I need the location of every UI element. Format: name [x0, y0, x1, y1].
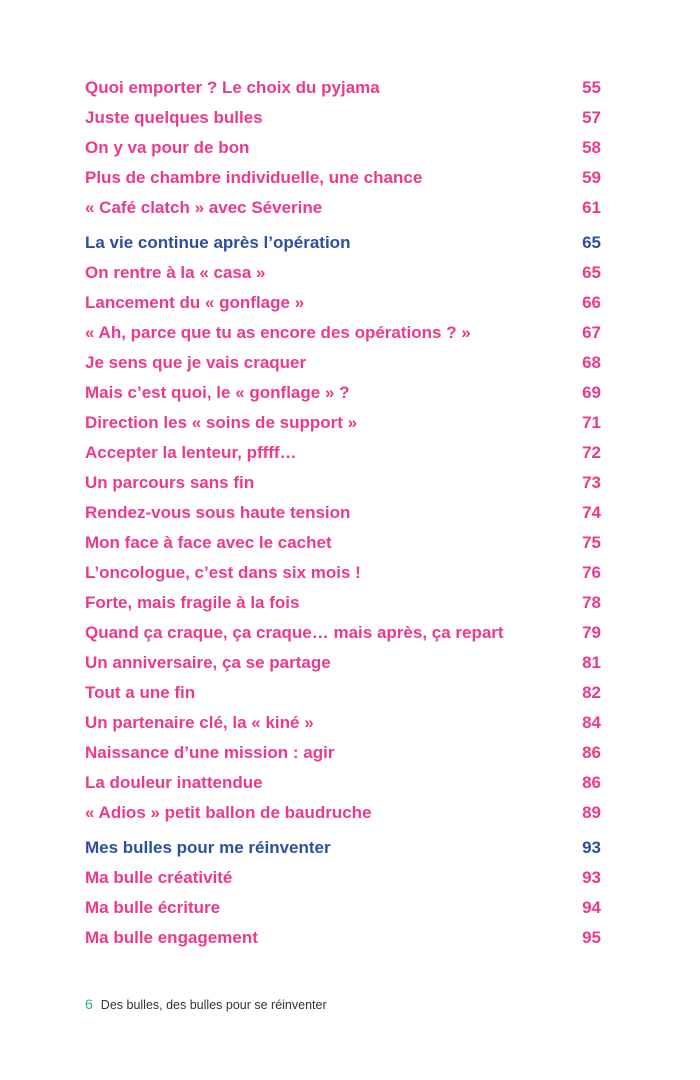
toc-entry: [85, 708, 601, 738]
toc-entry-page-number: 65: [582, 233, 601, 252]
toc-entry-page-number: 84: [582, 713, 601, 732]
toc-entry-title: Lancement du « gonflage »: [85, 293, 305, 312]
toc-entry-title: Mais c’est quoi, le « gonflage » ?: [85, 383, 350, 402]
toc-entry-title: Ma bulle engagement: [85, 928, 258, 947]
toc-section-heading: [85, 228, 601, 258]
toc-entry: [85, 678, 601, 708]
toc-entry-title: Juste quelques bulles: [85, 108, 263, 127]
toc-entry-page-number: 55: [582, 78, 601, 97]
toc-entry-title: Forte, mais fragile à la fois: [85, 593, 300, 612]
toc-entry: [85, 528, 601, 558]
toc-entry: [85, 288, 601, 318]
toc-entry-title: Ma bulle écriture: [85, 898, 221, 917]
toc-entry-title: Mon face à face avec le cachet: [85, 533, 332, 552]
toc-entry-page-number: 94: [582, 898, 601, 917]
toc-entry-title: « Café clatch » avec Séverine: [85, 198, 323, 217]
toc-entry: [85, 408, 601, 438]
toc-entry: [85, 588, 601, 618]
toc-entry-title: Un partenaire clé, la « kiné »: [85, 713, 314, 732]
toc-entry: [85, 103, 601, 133]
toc-entry-title: Un parcours sans fin: [85, 473, 255, 492]
toc-entry-title: « Ah, parce que tu as encore des opérations ? »: [85, 323, 471, 342]
toc-entry-title: « Adios » petit ballon de baudruche: [85, 803, 372, 822]
toc-entry-title: La douleur inattendue: [85, 773, 263, 792]
toc-entry-page-number: 86: [582, 743, 601, 762]
toc-entry-title: Tout a une fin: [85, 683, 196, 702]
toc-entry: [85, 863, 601, 893]
toc-entry: [85, 798, 601, 828]
toc-entry: [85, 618, 601, 648]
footer-page-number: 6: [85, 996, 93, 1012]
toc-entry-page-number: 78: [582, 593, 601, 612]
toc-entry-page-number: 82: [582, 683, 601, 702]
toc-entry-title: Quand ça craque, ça craque… mais après, ça repart: [85, 623, 504, 642]
toc-entry: [85, 348, 601, 378]
toc-entry: [85, 133, 601, 163]
toc-section-heading: [85, 833, 601, 863]
toc-entry-title: Direction les « soins de support »: [85, 413, 358, 432]
toc-entry-page-number: 79: [582, 623, 601, 642]
toc-entry: [85, 468, 601, 498]
toc-entry-page-number: 69: [582, 383, 601, 402]
toc-entry: [85, 498, 601, 528]
toc-entry-page-number: 59: [582, 168, 601, 187]
toc-entry-page-number: 76: [582, 563, 601, 582]
toc-entry-page-number: 81: [582, 653, 601, 672]
toc-entry-page-number: 75: [582, 533, 601, 552]
footer-book-title: Des bulles, des bulles pour se réinventer: [100, 998, 327, 1012]
toc-entry-title: Mes bulles pour me réinventer: [85, 838, 331, 857]
table-of-contents: [85, 73, 601, 953]
toc-entry-page-number: 58: [582, 138, 601, 157]
toc-entry: [85, 73, 601, 103]
toc-entry-page-number: 95: [582, 928, 601, 947]
toc-entry: [85, 648, 601, 678]
page-footer: [85, 996, 327, 1012]
toc-entry-title: Un anniversaire, ça se partage: [85, 653, 331, 672]
toc-entry-title: Ma bulle créativité: [85, 868, 233, 887]
toc-entry-page-number: 61: [582, 198, 601, 217]
toc-entry-title: La vie continue après l’opération: [85, 233, 351, 252]
toc-entry-title: Accepter la lenteur, pffff…: [85, 443, 297, 462]
toc-entry-page-number: 93: [582, 838, 601, 857]
toc-entry: [85, 378, 601, 408]
toc-entry: [85, 258, 601, 288]
toc-entry-page-number: 65: [582, 263, 601, 282]
toc-entry: [85, 163, 601, 193]
toc-entry-title: Quoi emporter ? Le choix du pyjama: [85, 78, 380, 97]
toc-entry-page-number: 74: [582, 503, 601, 522]
toc-entry-page-number: 89: [582, 803, 601, 822]
toc-entry-page-number: 57: [582, 108, 601, 127]
toc-entry: [85, 558, 601, 588]
toc-entry-title: L’oncologue, c’est dans six mois !: [85, 563, 361, 582]
toc-entry: [85, 738, 601, 768]
toc-entry-title: Plus de chambre individuelle, une chance: [85, 168, 423, 187]
toc-entry: [85, 438, 601, 468]
toc-entry-page-number: 67: [582, 323, 601, 342]
toc-entry-title: Je sens que je vais craquer: [85, 353, 307, 372]
toc-entry: [85, 893, 601, 923]
toc-entry-page-number: 68: [582, 353, 601, 372]
toc-entry-title: On rentre à la « casa »: [85, 263, 266, 282]
toc-entry-title: Naissance d’une mission : agir: [85, 743, 335, 762]
toc-entry-title: Rendez-vous sous haute tension: [85, 503, 351, 522]
toc-entry-page-number: 73: [582, 473, 601, 492]
toc-entry: [85, 923, 601, 953]
toc-entry-page-number: 93: [582, 868, 601, 887]
toc-entry-page-number: 72: [582, 443, 601, 462]
toc-entry-page-number: 71: [582, 413, 601, 432]
toc-entry: [85, 193, 601, 223]
toc-entry: [85, 318, 601, 348]
toc-entry-page-number: 86: [582, 773, 601, 792]
toc-entry: [85, 768, 601, 798]
toc-entry-title: On y va pour de bon: [85, 138, 250, 157]
toc-entry-page-number: 66: [582, 293, 601, 312]
